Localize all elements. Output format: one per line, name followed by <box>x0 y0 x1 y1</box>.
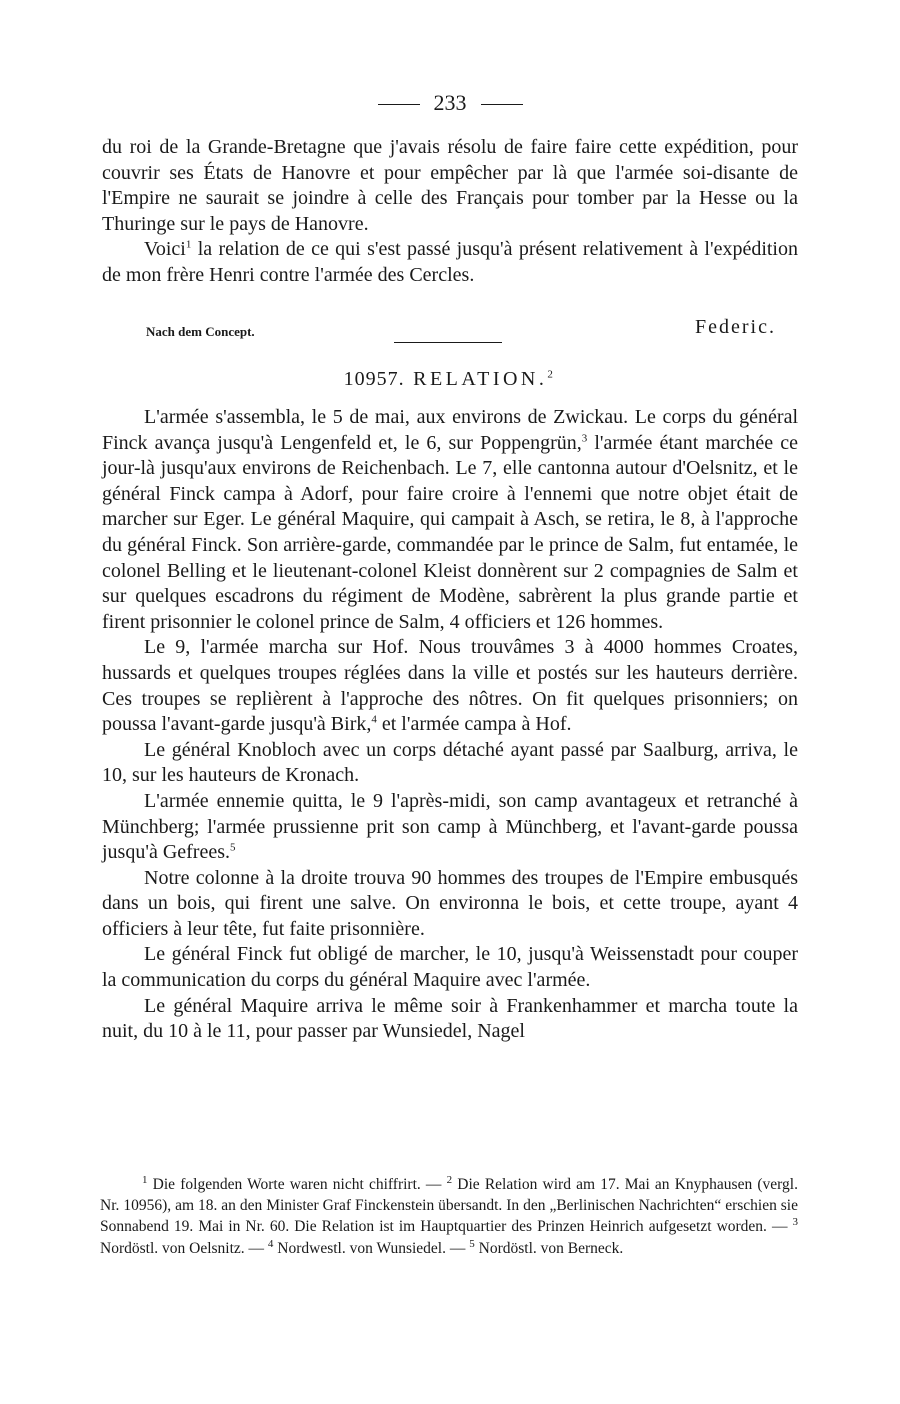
relation-paragraph: Le général Maquire arriva le même soir à Frankenhammer et marcha toute la nuit, du 10 à le 11, pour passer par Wunsiedel, Nagel <box>102 994 798 1043</box>
footnote-mark: 5 <box>469 1237 475 1250</box>
footnotes <box>100 1174 798 1259</box>
footnote-mark: 4 <box>267 1237 274 1250</box>
header-rule-left <box>378 104 420 105</box>
relation-paragraph: Le général Knobloch avec un corps détaché ayant passé par Saalburg, arriva, le 10, sur les hauteurs de Kronach. <box>102 738 798 787</box>
footnote-ref: 4 <box>371 713 377 726</box>
signature-row <box>146 316 776 344</box>
relation-text: L'armée ennemie quitta, le 9 l'après-midi, son camp avantageux et retranché à Münchberg; l'armée prussienne prit son camp à Münchberg, et l'avant-garde poussa jusqu'à Gefrees. <box>102 789 798 864</box>
signature-rule <box>394 342 502 343</box>
footnote-ref: 3 <box>581 431 588 444</box>
source-note: Nach dem Concept. <box>146 324 255 339</box>
footnote-mark: 2 <box>446 1173 453 1186</box>
letter-text: Voici <box>144 238 186 261</box>
footnote-ref: 5 <box>230 841 236 854</box>
document-title: RELATION. <box>413 368 548 390</box>
document-number: 10957. <box>343 368 405 390</box>
letter-paragraph: du roi de la Grande-Bretagne que j'avais résolu de faire faire cette expédition, pour couvrir ses États de Hanovre et pour empêcher par là que l'armée soi-disante de l'Empire ne saurait se joindre à celle des Français pour tomber par la Hesse ou la Thuringe sur le pays de Hanovre. <box>102 136 798 235</box>
relation-paragraph: Notre colonne à la droite trouva 90 hommes des troupes de l'Empire embusqués dans un bois, qui firent une salve. On environna le bois, et cette troupe, ayant 4 officiers à leur tête, fut faite prisonnière. <box>102 866 798 940</box>
relation-body <box>102 405 798 1045</box>
letter-body <box>102 135 798 289</box>
footnote-text: Nordwestl. von Wunsiedel. — <box>273 1239 470 1257</box>
relation-paragraph: Le général Finck fut obligé de marcher, le 10, jusqu'à Weissenstadt pour couper la communication du corps du général Maquire avec l'armée. <box>102 943 798 992</box>
page-header <box>0 90 900 116</box>
relation-text: Le 9, l'armée marcha sur Hof. Nous trouvâmes 3 à 4000 hommes Croates, hussards et quelques troupes réglées dans la ville et postés sur les hauteurs derrière. Ces troupes se replièrent à l'approche des nôtres. On fit quelques prisonniers; on poussa l'avant-garde jusqu'à Birk, <box>102 636 798 736</box>
footnote-text: Nordöstl. von Oelsnitz. — <box>100 1239 268 1257</box>
footnote-ref: 2 <box>547 368 557 381</box>
relation-paragraph <box>102 405 798 635</box>
footnote-ref: 1 <box>185 238 192 251</box>
letter-paragraph <box>102 237 798 288</box>
footnote-text: Die Relation wird am 17. Mai an Knyphausen (vergl. Nr. 10956), am 18. an den Minister Graf Finckenstein übersandt. In den „Berlinischen Nachrichten“ erschien sie Sonnabend 19. Mai in Nr. 60. Die Relation ist im Hauptquartier des Prinzen Heinrich aufgesetzt worden. — <box>100 1176 798 1236</box>
relation-text: L'armée s'assembla, le 5 de mai, aux environs de Zwickau. Le corps du général Finck avança jusqu'à Lengenfeld et, le 6, sur Poppengrün, <box>102 406 798 454</box>
header-rule-right <box>481 104 523 105</box>
relation-text: l'armée étant marchée ce jour-là jusqu'aux environs de Reichenbach. Le 7, elle cantonna autour d'Oelsnitz, et le général Finck campa à Adorf, pour faire croire à l'ennemi que notre objet était de marcher sur Eger. Le général Maquire, qui campait à Asch, se retira, le 8, à l'approche du général Finck. Son arrière-garde, commandée par le prince de Salm, fut entamée, le colonel Belling et le lieutenant-colonel Kleist donnèrent sur 2 compagnies de Salm et sur quelques escadrons du régiment de Modène, sabrèrent la plus grande partie et firent prisonnier le colonel prince de Salm, 4 officiers et 126 hommes. <box>102 431 798 633</box>
document-heading <box>0 368 900 391</box>
page-number: 233 <box>433 90 467 115</box>
footnote-mark: 3 <box>792 1216 798 1229</box>
footnote-text: Nordöstl. von Berneck. <box>474 1239 624 1257</box>
footnote-paragraph <box>100 1174 798 1259</box>
signature: Federic. <box>695 316 776 338</box>
letter-text: la relation de ce qui s'est passé jusqu'à présent relativement à l'expédition de mon frère Henri contre l'armée des Cercles. <box>102 238 798 286</box>
relation-paragraph <box>102 789 798 866</box>
footnote-text: Die folgenden Worte waren nicht chiffrirt. — <box>147 1176 447 1193</box>
relation-text: et l'armée campa à Hof. <box>376 713 572 736</box>
relation-paragraph <box>102 635 798 737</box>
footnote-mark: 1 <box>142 1173 148 1186</box>
